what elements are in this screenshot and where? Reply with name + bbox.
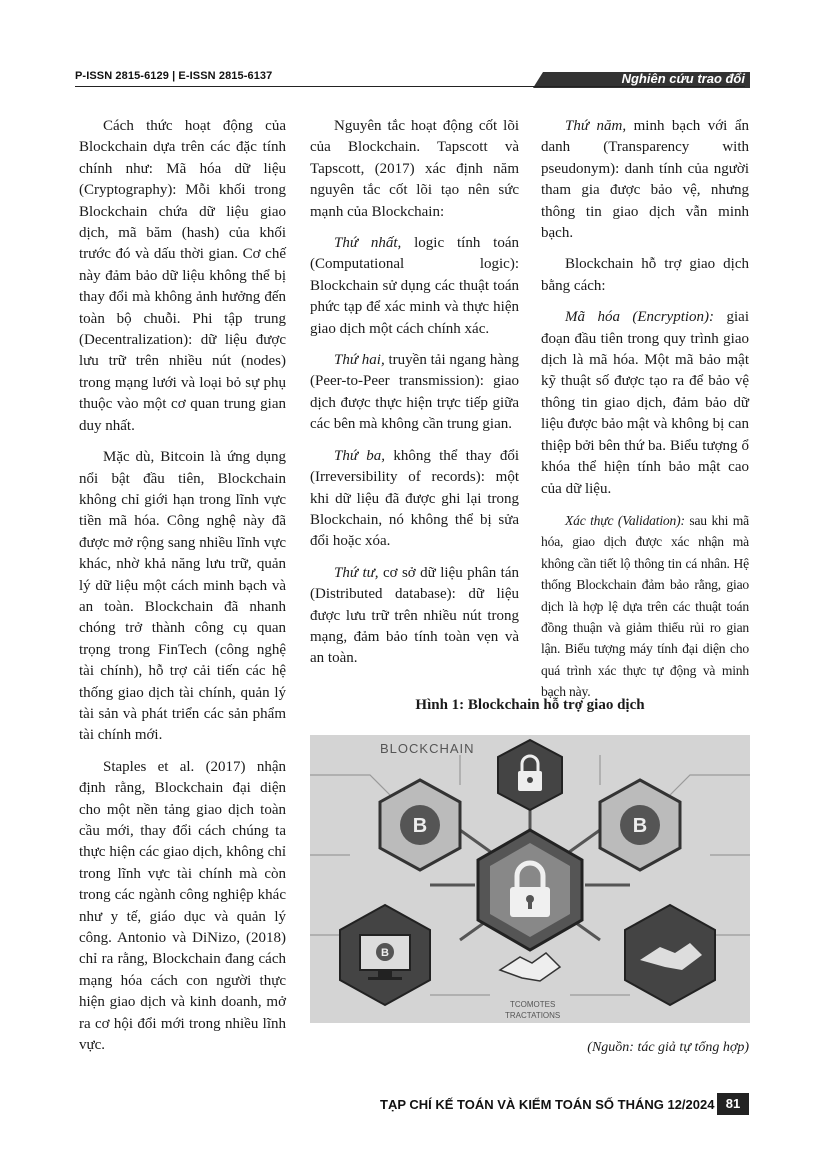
paragraph bbox=[310, 233, 519, 340]
lead-phrase: Thứ hai, bbox=[334, 352, 385, 369]
issn-line: P-ISSN 2815-6129 | E-ISSN 2815-6137 bbox=[75, 70, 273, 82]
paragraph: Cách thức hoạt động của Blockchain dựa trên các đặc tính chính như: Mã hóa dữ liệu (Cryptography): Mỗi khối trong Blockchain chứa dữ liệu giao dịch, mã băm (hash) của khối trước đó và dấu thời gian. Cơ chế này đảm bảo dữ liệu không thể bị thay đổi mà không ảnh hưởng đến toàn bộ chuỗi. Phi tập trung (Decentralization): dữ liệu được lưu trữ trên nhiều nút (nodes) trong mạng lưới và loại bỏ sự phụ thuộc vào một cơ quan trung gian duy nhất. bbox=[79, 118, 286, 434]
column-3 bbox=[541, 116, 749, 713]
column-1 bbox=[79, 116, 286, 1066]
lead-phrase: Thứ ba, bbox=[334, 447, 386, 464]
paragraph: Mặc dù, Bitcoin là ứng dụng nổi bật đầu tiên, Blockchain không chỉ giới hạn trong lĩnh vực tiền mã hóa. Công nghệ này đã được mở rộng sang nhiều lĩnh vực khác, nhờ khả năng lưu trữ, quản lý dữ liệu một cách minh bạch và an toàn. Blockchain đã nhanh chóng trở thành công cụ quan trọng trong FinTech (công nghệ tài chính), hỗ trợ cải tiến các hệ thống giao dịch tài chính, quản lý tài sản và phát triển các sản phẩm tài chính mới. bbox=[79, 449, 286, 744]
svg-text:B: B bbox=[632, 815, 648, 837]
journal-footer: TẠP CHÍ KẾ TOÁN VÀ KIỂM TOÁN SỐ THÁNG 12/2024 bbox=[380, 1097, 715, 1112]
figure-label-bottom-2: TRACTATIONS bbox=[505, 1011, 561, 1020]
figure-label-top: BLOCKCHAIN bbox=[380, 741, 475, 756]
paragraph-body: không thể thay đổi (Irreversibility of records): một khi dữ liệu đã được ghi lại trong Blockchain, nó không thể bị sửa đổi hoặc xóa. bbox=[310, 447, 519, 550]
figure-label-bottom-1: TCOMOTES bbox=[510, 1000, 556, 1009]
paragraph bbox=[310, 446, 519, 553]
lead-phrase: Thứ nhất, bbox=[334, 235, 402, 252]
section-title: Nghiên cứu trao đổi bbox=[621, 71, 745, 86]
paragraph bbox=[541, 116, 749, 244]
figure-title: Hình 1: Blockchain hỗ trợ giao dịch bbox=[415, 697, 645, 713]
paragraph-body: cơ sở dữ liệu phân tán (Distributed database): dữ liệu được lưu trữ trên nhiều nút trong mạng, đảm bảo tính toàn vẹn và an toàn. bbox=[310, 564, 520, 667]
paragraph-body: logic tính toán (Computational logic): Blockchain sử dụng các thuật toán phức tạp để xác minh và thực hiện giao dịch một cách chính xác. bbox=[310, 235, 519, 337]
paragraph bbox=[541, 510, 749, 703]
lead-phrase: Xác thực (Validation): bbox=[565, 512, 685, 528]
lead-phrase: Thứ tư, bbox=[334, 564, 379, 581]
paragraph: Blockchain hỗ trợ giao dịch bằng cách: bbox=[541, 256, 749, 294]
header-rule bbox=[75, 86, 745, 87]
figure-source: (Nguồn: tác giả tự tổng hợp) bbox=[587, 1040, 749, 1055]
paragraph-body: truyền tải ngang hàng (Peer-to-Peer transmission): giao dịch được thực hiện trực tiếp giữa các bên mà không cần trung gian. bbox=[310, 352, 519, 433]
svg-text:B: B bbox=[412, 815, 428, 837]
paragraph bbox=[541, 307, 749, 500]
paragraph bbox=[310, 350, 519, 436]
lead-phrase: Thứ năm, bbox=[565, 118, 627, 134]
paragraph: Staples et al. (2017) nhận định rằng, Blockchain đại diện cho một nền tảng giao dịch toàn cầu mới, thay đổi cách chúng ta thực hiện các giao dịch, không chỉ trong lĩnh vực tài chính mà còn trong các ngành công nghiệp khác như y tế, giáo dục và quản lý công. Antonio và DiNizo, (2018) chỉ ra rằng, Blockchain đang cách mạng hóa cách con người thực hiện giao dịch và kinh doanh, mở ra cơ hội đổi mới trong nhiều lĩnh vực. bbox=[79, 758, 286, 1054]
page-number: 81 bbox=[717, 1093, 749, 1115]
svg-text:B: B bbox=[381, 947, 389, 959]
column-2 bbox=[310, 116, 519, 680]
paragraph-body: minh bạch với ẩn danh (Transparency with pseudonym): danh tính của người tham gia được bảo vệ, nhưng thông tin giao dịch vẫn minh bạch. bbox=[541, 118, 749, 242]
paragraph: Nguyên tắc hoạt động cốt lõi của Blockchain. Tapscott và Tapscott, (2017) xác định năm nguyên tắc cốt lõi tạo nên sức mạnh của Blockchain: bbox=[310, 118, 519, 220]
blockchain-figure bbox=[310, 735, 750, 1023]
paragraph bbox=[310, 563, 519, 670]
paragraph-body: giai đoạn đầu tiên trong quy trình giao dịch là mã hóa. Một mã bảo mật kỹ thuật số được tạo ra để bảo vệ thông tin giao dịch, đảm bảo dữ liệu được bảo mật và không bị can thiệp bởi bên thứ ba. Biểu tượng ổ khóa thể hiện tính bảo mật cao của dữ liệu. bbox=[541, 309, 749, 497]
lead-phrase: Mã hóa (Encryption): bbox=[565, 309, 715, 326]
paragraph-body: sau khi mã hóa, giao dịch được xác nhận mà không cần tiết lộ thông tin cá nhân. Hệ thống Blockchain đảm bảo rằng, giao dịch là hợp lệ dựa trên các thuật toán đồng thuận và giảm thiểu rủi ro gian lận. Biểu tượng máy tính đại diện cho quá trình xác thực tự động và minh bạch này. bbox=[541, 512, 749, 700]
